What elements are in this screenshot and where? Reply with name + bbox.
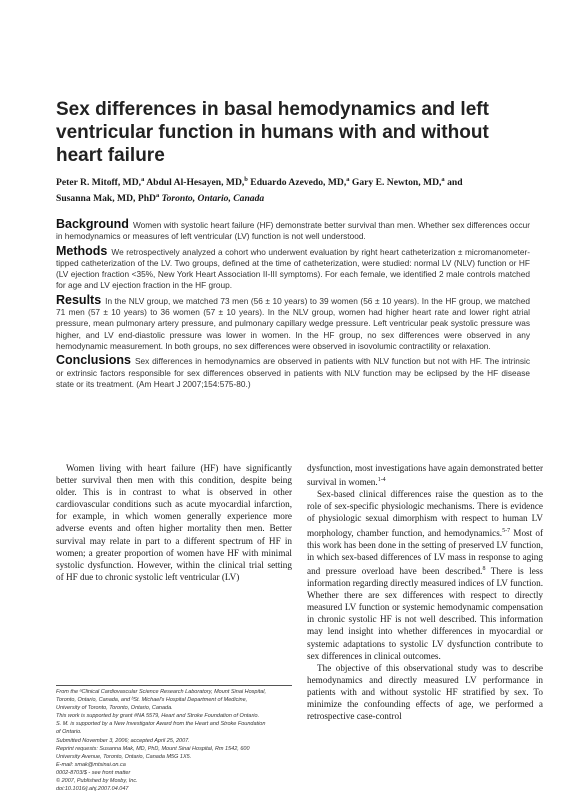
citation-ref: 8 [482, 565, 486, 572]
abstract-heading: Results [56, 292, 102, 307]
citation-ref: 5-7 [502, 527, 511, 534]
affiliation-mark: a [346, 176, 350, 183]
abstract-heading: Methods [56, 243, 108, 258]
footnote-line: University Avenue, Toronto, Ontario, Canada M5G 1X5. [56, 753, 192, 760]
body-paragraph [307, 488, 543, 661]
footnote-line: doi:10.1016/j.ahj.2007.04.047 [56, 786, 129, 793]
author-name: Susanna Mak, MD, PhD [56, 193, 156, 205]
affiliation-mark: a [141, 176, 145, 183]
author-conjunction: and [447, 177, 463, 189]
abstract-heading: Background [56, 217, 129, 231]
abstract [56, 219, 530, 393]
affiliation-mark: a [441, 176, 445, 183]
abstract-text: Women with systolic heart failure (HF) demonstrate better survival than men. Whether sex differences occur in hemodynamics or measures of left ventricular (LV) function is not well understood. [56, 220, 530, 242]
author-list [56, 173, 526, 205]
footnote-divider [56, 685, 292, 686]
citation-ref: 1-4 [377, 477, 386, 484]
abstract-methods [56, 243, 530, 292]
abstract-background [56, 219, 530, 243]
affiliation-mark: b [244, 176, 248, 183]
author-name: Eduardo Azevedo, MD, [250, 177, 347, 189]
footnote-line: E-mail: smak@mtsinai.on.ca [56, 761, 126, 768]
body-text: dysfunction, most investigations have again demonstrated better survival in women. [307, 463, 544, 488]
author-location: Toronto, Ontario, Canada [161, 193, 265, 205]
body-column-left [56, 462, 292, 583]
footnote-line: This work is supported by grant #NA 5579, Heart and Stroke Foundation of Ontario. [56, 713, 260, 720]
abstract-text: We retrospectively analyzed a cohort who underwent evaluation by right heart catheterization ± micromanometer-tipped catheterization of the LV. Two groups, defined at the time of catheterization, were studied: normal LV (NLV) function or HF (LV ejection fraction <35%, New York Heart Association II-III symptoms). For each female, we identified 2 male controls matched for age and LV ejection fraction in the HF group. [56, 246, 530, 291]
footnote-line: S. M. is supported by a New Investigator Award from the Heart and Stroke Foundation [56, 721, 266, 728]
abstract-conclusions [56, 355, 530, 390]
footnote-line: © 2007, Published by Mosby, Inc. [56, 778, 138, 785]
abstract-text: Sex differences in hemodynamics are observed in patients with NLV function but not with HF. The intrinsic or extrinsic factors responsible for sex differences observed in patients with NLV function may be eclipsed by the HF disease state or its treatment. (Am Heart J 2007;154:575-80.) [56, 356, 530, 389]
abstract-heading: Conclusions [56, 353, 132, 368]
body-text: There is less information regarding directly measured indices of LV function. Whether there are sex differences with respect to directly measured LV function or systemic hemodynamic compensation in chronic systolic HF is not well described. This information may lend insight into whether differences in myocardial or systemic adaptations to systolic LV dysfunction contribute to sex differences in clinical outcomes. [307, 565, 543, 661]
footnote-line: From the ᵃClinical Cardiovascular Science Research Laboratory, Mount Sinai Hospital, [56, 689, 267, 695]
footnote-line: Submitted November 3, 2006; accepted April 25, 2007. [56, 737, 190, 744]
abstract-results [56, 292, 530, 352]
affiliation-mark: a [155, 192, 160, 200]
footnote-line: 0002-8703/$ - see front matter [56, 769, 131, 776]
author-name: Peter R. Mitoff, MD, [56, 177, 142, 189]
body-text: Most of this work has been done in the setting of preserved LV function, in which sex-based differences of LV mass in response to aging and pressure overload have been described. [307, 527, 544, 576]
footnotes [56, 688, 292, 793]
body-text: Sex-based clinical differences raise the question as to the role of sex-specific physiologic mechanisms. There is evidence of physiologic sexual dimorphism with respect to human LV morphology, chamber function, and hemodynamics. [307, 489, 543, 538]
footnote-line: Toronto, Ontario, Canada, and ᵇSt. Michael's Hospital Department of Medicine, [56, 697, 248, 704]
body-paragraph [307, 462, 543, 488]
body-column-right [307, 462, 543, 722]
article-title: Sex differences in basal hemodynamics and left ventricular function in humans with and without heart failure [56, 99, 489, 166]
footnote-line: Reprint requests: Susanna Mak, MD, PhD, Mount Sinai Hospital, Rm 1542, 600 [56, 745, 250, 752]
author-name: Abdul Al-Hesayen, MD, [146, 177, 245, 189]
body-paragraph: Women living with heart failure (HF) have significantly better survival then men with this condition, despite being older. This is in contrast to what is observed in other cardiovascular conditions such as acute myocardial infarction, for example, in which women generally experience more adverse events and often higher mortality then men. Better survival may relate in part to a different spectrum of HF in women; a greater proportion of women have HF with minimal systolic dysfunction. However, within the clinical trial setting of HF due to chronic systolic left ventricular (LV) [56, 463, 292, 582]
footnote-line: of Ontario. [56, 729, 82, 736]
footnote-line: University of Toronto, Toronto, Ontario, Canada. [56, 705, 173, 712]
body-paragraph: The objective of this observational study was to describe hemodynamics and directly measured LV performance in patients with and without systolic HF stratified by sex. To minimize the confounding effects of age, we performed a retrospective case-control [307, 662, 543, 722]
abstract-text: In the NLV group, we matched 73 men (56 ± 10 years) to 39 women (56 ± 10 years). In the HF group, we matched 71 men (57 ± 10 years) to 36 women (57 ± 10 years). In the NLV group, women had higher heart rate and lower right atrial pressure, mean pulmonary artery pressure, and pulmonary capillary wedge pressure. Left ventricular peak systolic pressure was higher, and LV end-diastolic pressure was lower in women. In the HF group, no sex differences were observed in any hemodynamic measurement. In both groups, no sex differences were observed in isovolumic contractility or relaxation. [56, 295, 530, 351]
author-name: Gary E. Newton, MD, [351, 177, 442, 189]
